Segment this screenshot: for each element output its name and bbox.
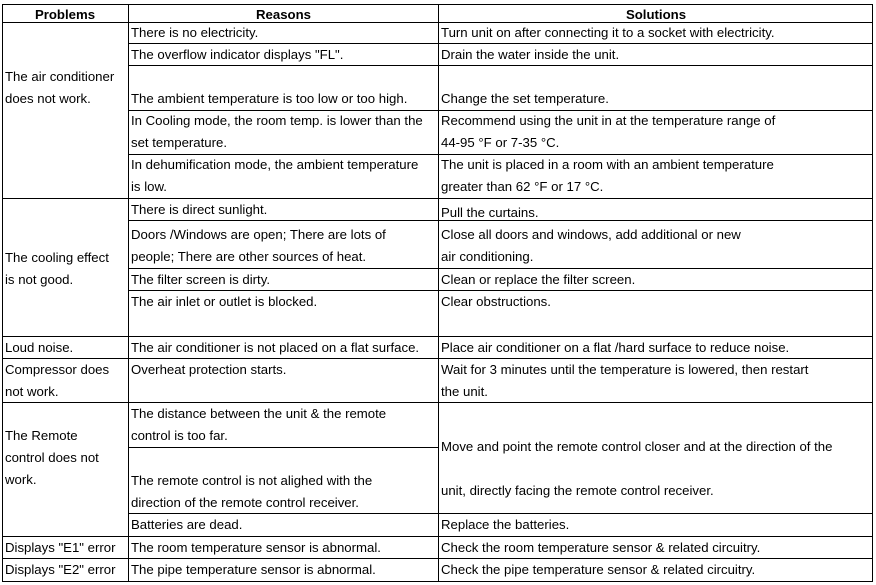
column-divider	[128, 4, 129, 582]
reason-ambient-temp	[131, 88, 407, 110]
cell-line: The air conditioner	[5, 69, 115, 84]
reason-overheat	[131, 359, 286, 381]
cell-line: unit, directly facing the remote control receiver.	[441, 483, 714, 498]
reason-dehumidification	[131, 154, 418, 198]
row-divider	[2, 581, 873, 582]
cell-line: The remote control is not alighed with the	[131, 473, 373, 488]
solution-curtains	[441, 202, 539, 224]
reason-filter-dirty	[131, 269, 270, 291]
cell-line: Place air conditioner on a flat /hard surface to reduce noise.	[441, 340, 790, 355]
solution-batteries	[441, 514, 569, 536]
cell-line: Clean or replace the filter screen.	[441, 272, 636, 287]
problem-e2-error	[5, 559, 116, 581]
cell-line: air conditioning.	[441, 249, 534, 264]
header-reasons: Reasons	[256, 7, 311, 22]
reason-remote-aligned	[131, 470, 372, 514]
reason-overflow	[131, 44, 343, 66]
cell-line: Doors /Windows are open; There are lots of	[131, 227, 386, 242]
cell-line: The Remote	[5, 428, 78, 443]
problem-e1-error	[5, 537, 116, 559]
cell-line: The filter screen is dirty.	[131, 272, 270, 287]
cell-line: the unit.	[441, 384, 488, 399]
cell-line: set temperature.	[131, 135, 228, 150]
reason-room-sensor	[131, 537, 381, 559]
cell-line: The unit is placed in a room with an ambient temperature	[441, 157, 774, 172]
cell-line: Displays "E2" error	[5, 562, 116, 577]
cell-line: people; There are other sources of heat.	[131, 249, 367, 264]
cell-line: Drain the water inside the unit.	[441, 47, 620, 62]
cell-line: In dehumification mode, the ambient temperature	[131, 157, 419, 172]
column-divider	[872, 4, 873, 582]
reason-doors-windows	[131, 224, 386, 268]
cell-line: is not good.	[5, 272, 74, 287]
cell-line: Turn unit on after connecting it to a socket with electricity.	[441, 25, 775, 40]
header-solutions: Solutions	[625, 7, 687, 22]
cell-line: The air inlet or outlet is blocked.	[131, 294, 318, 309]
problem-cooling-effect	[5, 247, 109, 291]
cell-line: work.	[5, 472, 37, 487]
problem-air-conditioner	[5, 66, 114, 110]
cell-line: Loud noise.	[5, 340, 74, 355]
solution-wait-restart	[441, 359, 808, 403]
problem-loud-noise	[5, 337, 73, 359]
cell-line: direction of the remote control receiver.	[131, 495, 359, 510]
cell-line: does not work.	[5, 91, 91, 106]
cell-line: Clear obstructions.	[441, 294, 551, 309]
reason-pipe-sensor	[131, 559, 376, 581]
cell-line: Pull the curtains.	[441, 205, 539, 220]
solution-change-temp	[441, 88, 609, 110]
solution-pipe-sensor	[441, 559, 755, 581]
cell-line: There is no electricity.	[131, 25, 259, 40]
cell-line: The ambient temperature is too low or too high.	[131, 91, 408, 106]
cell-line: greater than 62 °F or 17 °C.	[441, 179, 604, 194]
solution-close-doors	[441, 224, 741, 268]
cell-line: The cooling effect	[5, 250, 109, 265]
cell-line: Check the pipe temperature sensor & related circuitry.	[441, 562, 756, 577]
cell-line: Recommend using the unit in at the temperature range of	[441, 113, 776, 128]
cell-line: In Cooling mode, the room temp. is lower than the	[131, 113, 423, 128]
cell-line: is low.	[131, 179, 167, 194]
solution-turn-on	[441, 22, 775, 44]
solution-drain	[441, 44, 619, 66]
cell-line: Check the room temperature sensor & related circuitry.	[441, 540, 761, 555]
cell-line: Change the set temperature.	[441, 91, 609, 106]
reason-batteries	[131, 514, 242, 536]
cell-line: control does not	[5, 450, 99, 465]
solution-filter	[441, 269, 635, 291]
column-divider	[2, 4, 3, 582]
reason-inlet-blocked	[131, 291, 317, 313]
cell-line: The overflow indicator displays "FL".	[131, 47, 344, 62]
cell-line: Displays "E1" error	[5, 540, 116, 555]
reason-no-electricity	[131, 22, 258, 44]
reason-remote-distance	[131, 403, 386, 447]
solution-temp-range	[441, 110, 775, 154]
cell-line: Wait for 3 minutes until the temperature is lowered, then restart	[441, 362, 809, 377]
solution-flat-surface	[441, 337, 789, 359]
cell-line: Move and point the remote control closer and at the direction of the	[441, 439, 833, 454]
column-divider	[438, 4, 439, 582]
cell-line: There is direct sunlight.	[131, 202, 268, 217]
cell-line: not work.	[5, 384, 59, 399]
cell-line: Overheat protection starts.	[131, 362, 287, 377]
troubleshooting-table	[2, 4, 873, 582]
problem-remote-control	[5, 425, 99, 491]
solution-obstructions	[441, 291, 551, 313]
solution-point-remote	[441, 425, 832, 513]
reason-cooling-mode	[131, 110, 423, 154]
cell-line: The room temperature sensor is abnormal.	[131, 540, 381, 555]
solution-room-sensor	[441, 537, 760, 559]
cell-line: The pipe temperature sensor is abnormal.	[131, 562, 376, 577]
cell-line: Replace the batteries.	[441, 517, 570, 532]
reason-sunlight	[131, 199, 267, 221]
row-divider	[128, 447, 439, 448]
problem-compressor	[5, 359, 109, 403]
cell-line: 44-95 °F or 7-35 °C.	[441, 135, 560, 150]
cell-line: Compressor does	[5, 362, 110, 377]
solution-ambient-room	[441, 154, 774, 198]
reason-not-flat	[131, 337, 419, 359]
cell-line: The air conditioner is not placed on a flat surface.	[131, 340, 420, 355]
cell-line: Close all doors and windows, add additional or new	[441, 227, 741, 242]
header-problems: Problems	[34, 7, 96, 22]
cell-line: control is too far.	[131, 428, 228, 443]
cell-line: Batteries are dead.	[131, 517, 243, 532]
cell-line: The distance between the unit & the remote	[131, 406, 387, 421]
